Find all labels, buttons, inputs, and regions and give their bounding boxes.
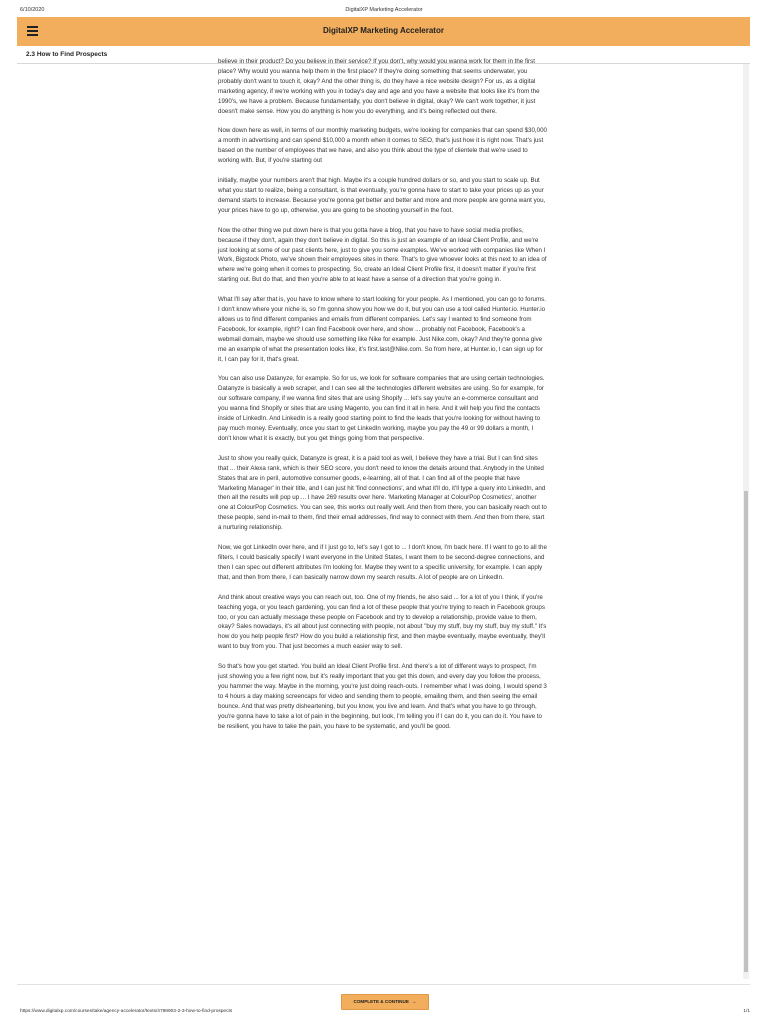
paragraph: believe in their product? Do you believe in their service? If you don't, why would you wanna work for them in the first place? Why would you wanna help them in the first place? If they're doing something that seems underwater, you probably don't want to touch it, okay? And the other thing is, do they have a nice website design? For us, as a digital marketing agency, if we're working with you in today's day and age and you have a website that looks like it's from the 1990's, we have a problem. Because fundamentally, you don't believe in digital, okay? We can't work together, it just doesn't make sense. How you do anything is how you do everything, and it's being reflected out there. xyxy=(218,58,540,115)
print-header xyxy=(0,0,768,18)
print-url: https://www.digitalxp.com/courses/take/agency-accelerator/texts/4788903-2-3-how-to-find-prospects xyxy=(20,1009,233,1014)
lesson-title: 2.3 How to Find Prospects xyxy=(26,51,108,58)
app-title: DigitalXP Marketing Accelerator xyxy=(323,26,444,35)
arrow-right-icon: → xyxy=(411,999,417,1004)
lesson-footer xyxy=(17,984,750,1010)
top-app-bar xyxy=(17,17,750,46)
print-title: DigitalXP Marketing Accelerator xyxy=(345,7,423,13)
paragraph: Now, we got LinkedIn over here, and if I just go to, let's say I got to ... I don't know, I'm back here. If I want to go to all the filters, I could basically specify I want everyone in the United States, I want them to be second-degree connections, and then I can spec out different attributes I'm looking for. Maybe they went to a specific university, for example. I can apply that, and then from there, I can basically narrow down my search results. A lot of people are on LinkedIn. xyxy=(218,544,547,581)
print-page-number: 1/1 xyxy=(743,1009,750,1014)
paragraph: And think about creative ways you can reach out, too. One of my friends, he also said ... for a lot of you I think, if you're teaching yoga, or you teach gardening, you can find a lot of these people that you're trying to reach in Facebook groups too, or you can actually message these people on Facebook and try to develop a relationship, provide value to them, okay? Sales nowadays, it's all about just connecting with people, not about "buy my stuff, buy my stuff, buy my stuff." It's how do you help people first? How do you build a relationship first, and then maybe eventually, maybe eventually, they'll want to buy from you. That just becomes a much easier way to sell. xyxy=(218,593,547,651)
paragraph: Just to show you really quick, Datanyze is great, it is a paid tool as well, I believe they have a trial. But I can find sites that ... their Alexa rank, which is their SEO score, you don't need to know the details around that. Anybody in the United States that are in peril, automotive consumer goods, e-learning, all of that. I can find all of the people that have 'Marketing Manager' in their title, and I can just hit 'find connections', and what it'll do, it'll type a query into LinkedIn, and then all the results will pop up ... I have 269 results over here. 'Marketing Manager at ColourPop Cosmetics', another one at ColourPop Cosmetics. You can see, this works out really well. And then from there, you can basically reach out to these people, send in-mail to them, find their email addresses, find way to connect with them. And then from there, start a nurturing relationship. xyxy=(218,454,547,532)
paragraph: So that's how you get started. You build an Ideal Client Profile first. And there's a lot of different ways to prospect, I'm just showing you a few right now, but it's really important that you get this down, and every day you follow the process, you hammer the way. Maybe in the morning, you're just doing reach-outs. I remember what I was doing, I would spend 3 to 4 hours a day making screencaps for video and sending them to people, emailing them, and then seeing the email bounce. And that was pretty disheartening, but you know, you live and learn. And that's what you have to go through, you're gonna have to take a lot of pain in the beginning, but look, I'm telling you if I can do it, you can do it. You have to be resilient, you have to take the pain, you have to be systematic, and you'll be good. xyxy=(218,663,547,730)
paragraph: What I'll say after that is, you have to know where to start looking for your people. As I mentioned, you can go to forums. I don't know where your niche is, so I'm gonna show you how we do it, but you can use a tool called Hunter.io. Hunter.io allows us to find different companies and emails from different companies. Let's say I wanted to find someone from Facebook, for example, right? I can find Facebook over here, and show ... probably not Facebook, Facebook's a webmail domain, maybe we should use something like Nike for example. Just Nike.com, okay? And they're gonna give me an example of what the presentation looks like, it's first.last@Nike.com. So from here, at Hunter.io, I can sign up for it, I can pay for it, that's great. xyxy=(218,296,546,363)
scrollbar-thumb[interactable] xyxy=(744,491,748,972)
complete-continue-label: COMPLETE & CONTINUE xyxy=(353,999,409,1004)
vertical-scrollbar[interactable] xyxy=(743,64,749,979)
paragraph: Now down here as well, in terms of our monthly marketing budgets, we're looking for companies that can spend $30,000 a month in advertising and can spend $10,000 a month when it comes to SEO, that's just how it is right now. That's just based on the number of employees that we have, and also you think about the type of clientele that we're used to working with. But, if you're starting out xyxy=(218,127,547,165)
paragraph: Now the other thing we put down here is that you gotta have a blog, that you have to have social media profiles, because if they don't, again they don't believe in digital. So this is just an example of an Ideal Client Profile, and we're just looking at some of our past clients here, just to give you some examples. We've worked with companies like When I Work, Bigstock Photo, we've shown their employees sites in there. That's to give whoever looks at this next to an idea of where we're going when it comes to prospecting. So, create an Ideal Client Profile first, it doesn't matter if you're first starting out. But do that, and then you're able to at least have a sense of a direction that you're going in. xyxy=(218,226,547,284)
lesson-content[interactable] xyxy=(17,58,750,984)
lesson-text xyxy=(218,57,547,741)
complete-continue-button[interactable] xyxy=(341,994,429,1010)
print-date: 6/10/2020 xyxy=(20,7,45,13)
paragraph: You can also use Datanyze, for example. So for us, we look for software companies that are using certain technologies. Datanyze is basically a web scraper, and I can see all the technologies different websites are using. So for example, for our software company, if we wanna find sites that are using Shopify ... let's say you're an e-commerce consultant and you wanna find Shopify or sites that are using Magento, you can find it all in here. And it will help you find the contacts inside of LinkedIn. And LinkedIn is a really good starting point to find the leads that you're looking for without having to pay much money. Eventually, once you start to get LinkedIn working, maybe you pay the 49 or 99 dollars a month, I don't know what it is exactly, but you get things going from that perspective. xyxy=(218,375,545,442)
print-footer xyxy=(0,1009,768,1024)
paragraph: initially, maybe your numbers aren't that high. Maybe it's a couple hundred dollars or so, and you start to scale up. But what you start to realize, being a consultant, is that eventually, you're gonna have to start to take your prices up as your demand starts to increase. Because you're gonna get better and better and more and more people are gonna want you, your prices have to go up, otherwise, you are going to be shooting yourself in the foot. xyxy=(218,177,546,214)
